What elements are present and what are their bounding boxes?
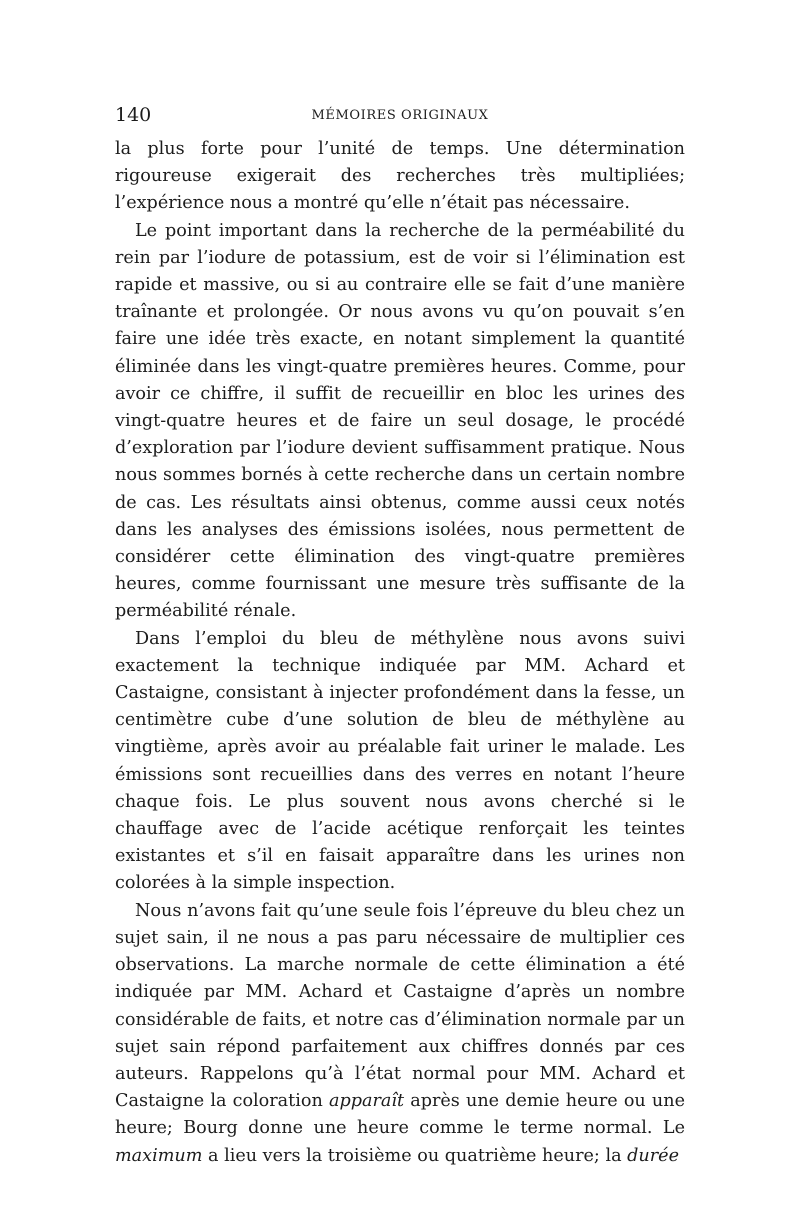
paragraph-healthy-subject	[115, 898, 685, 1170]
paragraph-continued: la plus forte pour l’unité de temps. Une détermination rigoureuse exigerait des recherches très multipliées; l’expérience nous a montré qu’elle n’était pas nécessaire.	[115, 139, 685, 214]
paragraph-text-segment: Nous n’avons fait qu’une seule fois l’épreuve du bleu chez un sujet sain, il ne nous a pas paru nécessaire de multiplier ces observations. La marche normale de cette élimination a été indiquée par MM. Achard et Castaigne d’après un nombre considérable de faits, et notre cas d’élimination normale par un sujet sain répond parfaitement aux chiffres donnés par ces auteurs. Rappelons qu’à l’état normal pour MM. Achard et Castaigne la coloration	[115, 900, 685, 1112]
book-page	[115, 100, 685, 1170]
paragraph-text-segment: après une demie heure ou une heure; Bourg donne une heure comme le terme normal. Le	[115, 1091, 685, 1139]
running-title: MÉMOIRES ORIGINAUX	[311, 108, 489, 123]
italic-term-maximum: maximum	[115, 1145, 203, 1166]
page-number: 140	[115, 104, 152, 126]
running-head	[115, 100, 685, 126]
paragraph-text-segment: a lieu vers la troisième ou quatrième heure; la	[202, 1145, 628, 1166]
paragraph-methylene-blue-technique: Dans l’emploi du bleu de méthylène nous avons suivi exactement la technique indiquée par MM. Achard et Castaigne, consistant à injecter profondément dans la fesse, un centimètre cube d’une solution de bleu de méthylène au vingtième, après avoir au préalable fait uriner le malade. Les émissions sont recueillies dans des verres en notant l’heure chaque fois. Le plus souvent nous avons cherché si le chauffage avec de l’acide acétique renforçait les teintes existantes et s’il en faisait apparaître dans les urines non colorées à la simple inspection.	[115, 628, 685, 894]
italic-term-apparait: apparaît	[328, 1091, 405, 1112]
italic-term-duree: durée	[627, 1145, 679, 1166]
paragraph-iodide-permeability: Le point important dans la recherche de la perméabilité du rein par l’iodure de potassium, est de voir si l’élimination est rapide et massive, ou si au contraire elle se fait d’une manière traînante et prolongée. Or nous avons vu qu’on pouvait s’en faire une idée très exacte, en notant simplement la quantité éliminée dans les vingt-quatre premières heures. Comme, pour avoir ce chiffre, il suffit de recueillir en bloc les urines des vingt-quatre heures et de faire un seul dosage, le procédé d’exploration par l’iodure devient suffisamment pratique. Nous nous sommes bornés à cette recherche dans un certain nombre de cas. Les résultats ainsi obtenus, comme aussi ceux notés dans les analyses des émissions isolées, nous permettent de considérer cette élimination des vingt-quatre premières heures, comme fournissant une mesure très suffisante de la perméabilité rénale.	[115, 220, 685, 622]
body-text	[115, 136, 685, 1170]
